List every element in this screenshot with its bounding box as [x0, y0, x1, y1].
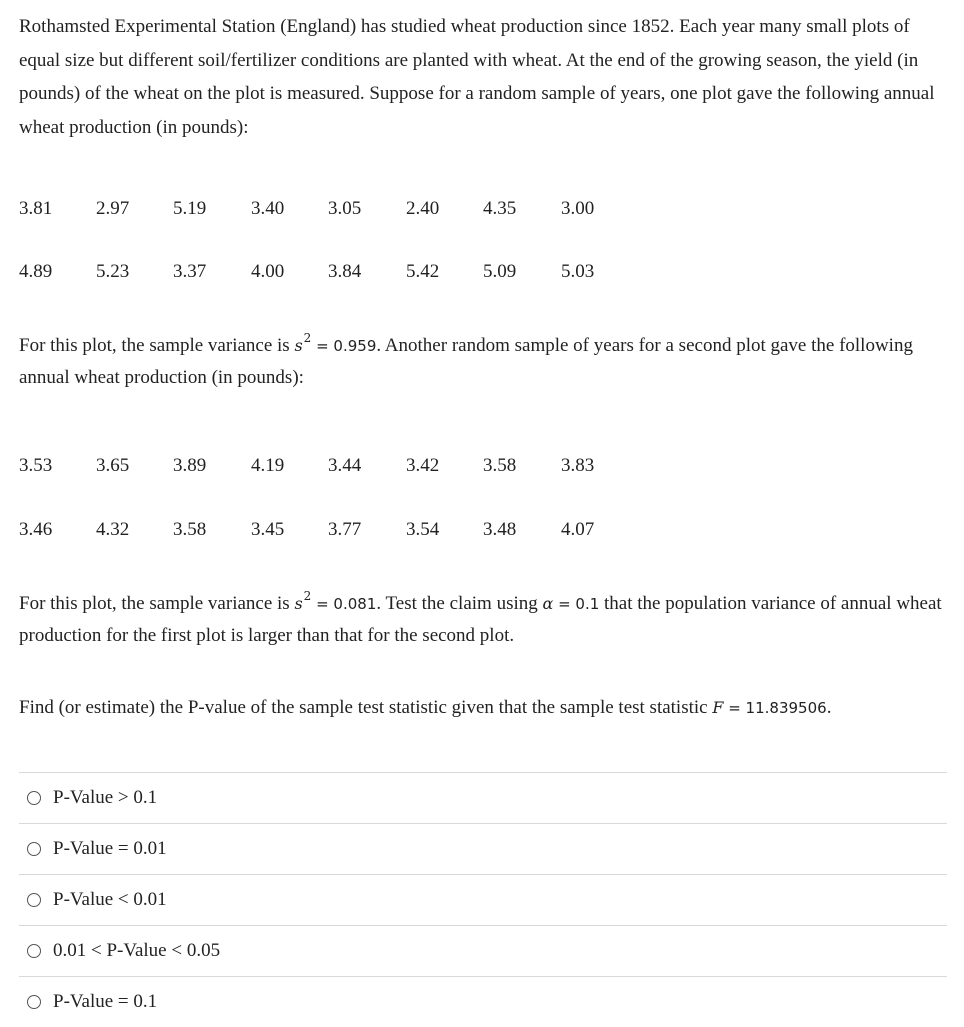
- answer-option[interactable]: [19, 976, 947, 1027]
- data-value: 3.81: [19, 198, 53, 219]
- data-value: 3.42: [406, 455, 440, 476]
- exponent: 2: [303, 589, 312, 603]
- data-value: 4.00: [251, 261, 285, 282]
- data-value: 2.40: [406, 198, 440, 219]
- variance-symbol: s: [294, 336, 303, 355]
- paragraph-text: that the population variance of annual wheat production for the first plot is larger than that for the second plot.: [19, 593, 942, 646]
- data-value: 5.23: [96, 261, 130, 282]
- paragraph-text: . Test the claim using: [376, 593, 543, 614]
- data-value: 4.89: [19, 261, 53, 282]
- radio-button-icon[interactable]: [27, 893, 41, 907]
- data-value: 4.07: [561, 519, 595, 540]
- data-value: 3.05: [328, 198, 362, 219]
- data-value: 3.65: [96, 455, 130, 476]
- option-label: P-Value = 0.1: [53, 991, 158, 1012]
- data-value: 3.83: [561, 455, 595, 476]
- data-value: 3.00: [561, 198, 595, 219]
- paragraph-text: For this plot, the sample variance is: [19, 335, 295, 356]
- f-symbol: F: [712, 698, 724, 717]
- alpha-symbol: α: [542, 594, 554, 613]
- variance-expression: [294, 589, 377, 613]
- option-label: P-Value > 0.1: [53, 787, 158, 808]
- plot1-variance-paragraph: [19, 322, 949, 394]
- answer-option[interactable]: [19, 772, 947, 823]
- paragraph-text: For this plot, the sample variance is: [19, 593, 295, 614]
- data-value: 3.89: [173, 455, 207, 476]
- paragraph-text: .: [826, 697, 832, 718]
- data-value: 2.97: [96, 198, 130, 219]
- radio-button-icon[interactable]: [27, 995, 41, 1009]
- question-paragraph: [19, 692, 949, 724]
- data-value: 3.53: [19, 455, 53, 476]
- data-value: 3.77: [328, 519, 362, 540]
- option-label: P-Value < 0.01: [53, 889, 167, 910]
- variance-expression: [294, 331, 377, 355]
- paragraph-text: Find (or estimate) the P-value of the sample test statistic given that the sample test statistic: [19, 697, 713, 718]
- answer-option[interactable]: [19, 874, 947, 925]
- plot2-variance-paragraph: [19, 580, 949, 652]
- answer-option[interactable]: [19, 925, 947, 976]
- data-value: 4.19: [251, 455, 285, 476]
- paragraph-text: . Another random sample of years for a second plot gave the following annual wheat production (in pounds):: [19, 335, 913, 388]
- answer-option[interactable]: [19, 823, 947, 874]
- exponent: 2: [303, 331, 312, 345]
- data-value: 3.58: [483, 455, 517, 476]
- data-value: 3.46: [19, 519, 53, 540]
- radio-button-icon[interactable]: [27, 842, 41, 856]
- intro-paragraph: Rothamsted Experimental Station (England) has studied wheat production since 1852. Each year many small plots of equal size but different soil/fertilizer conditions are planted with wheat. At the end of the growing season, the yield (in pounds) of the wheat on the plot is measured. Suppose for a random sample of years, one plot gave the following annual wheat production (in pounds):: [19, 16, 935, 138]
- data-value: 3.40: [251, 198, 285, 219]
- f-value: = 11.839506: [723, 699, 827, 717]
- data-value: 3.54: [406, 519, 440, 540]
- alpha-value: = 0.1: [553, 595, 600, 613]
- data-value: 3.37: [173, 261, 207, 282]
- variance-symbol: s: [294, 594, 303, 613]
- variance-value: = 0.959: [311, 337, 377, 355]
- answer-options: [19, 772, 947, 1027]
- data-value: 3.48: [483, 519, 517, 540]
- option-label: 0.01 < P-Value < 0.05: [53, 940, 221, 961]
- option-label: P-Value = 0.01: [53, 838, 167, 859]
- data-value: 5.09: [483, 261, 517, 282]
- radio-button-icon[interactable]: [27, 944, 41, 958]
- data-value: 4.35: [483, 198, 517, 219]
- data-value: 3.44: [328, 455, 362, 476]
- data-value: 5.42: [406, 261, 440, 282]
- data-value: 5.03: [561, 261, 595, 282]
- data-value: 3.45: [251, 519, 285, 540]
- variance-value: = 0.081: [311, 595, 377, 613]
- alpha-expression: [543, 594, 600, 613]
- data-value: 3.58: [173, 519, 207, 540]
- data-value: 4.32: [96, 519, 130, 540]
- data-value: 3.84: [328, 261, 362, 282]
- f-statistic-expression: [712, 698, 826, 717]
- radio-button-icon[interactable]: [27, 791, 41, 805]
- data-value: 5.19: [173, 198, 207, 219]
